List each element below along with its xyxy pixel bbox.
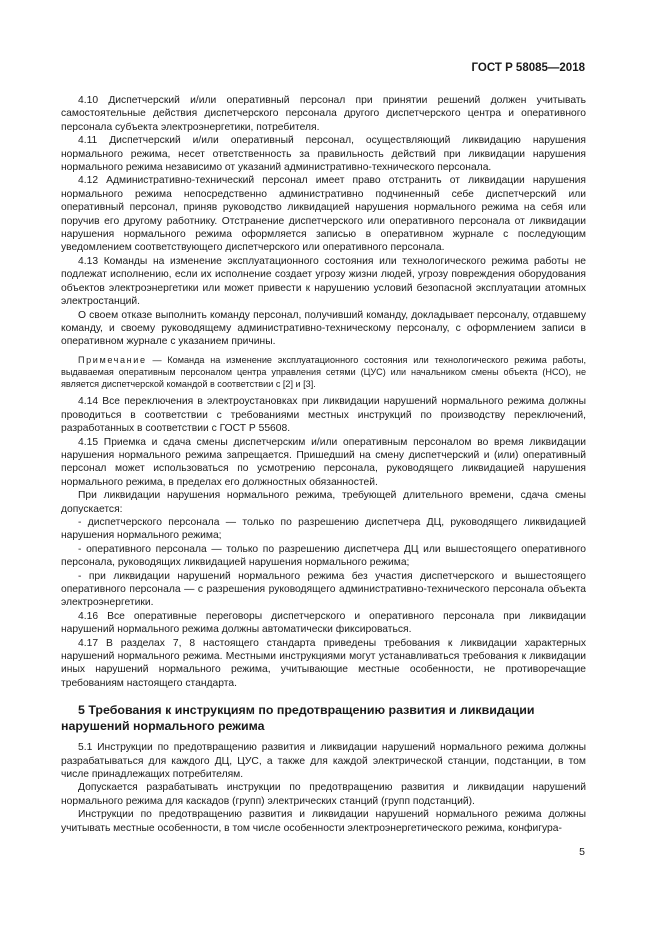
- paragraph-4-10: 4.10 Диспетчерский и/или оперативный персонал при принятии решений должен учитывать самостоятельные действия диспетчерского персонала другого диспетчерского центра и оперативного персонала субъекта электроэнергетики, потребителя.: [61, 95, 586, 133]
- paragraph-4-13-refusal: О своем отказе выполнить команду персонал, получивший команду, докладывает персоналу, отдавшему команду, и своему руководящему административно-техническому персоналу, с оформлением записи в оперативном журнале с указанием причины.: [61, 309, 586, 348]
- paragraph-4-16: 4.16 Все оперативные переговоры диспетчерского и оперативного персонала при ликвидации нарушений нормального режима должны автоматически фиксироваться.: [61, 610, 586, 636]
- document-header: ГОСТ Р 58085—2018: [471, 62, 585, 74]
- paragraph-4-11: 4.11 Диспетчерский и/или оперативный персонал, осуществляющий ликвидацию нарушения нормального режима, несет ответственность за правильность действий при ликвидации нарушения нормального режима независимо от указаний административно-технического персонала.: [61, 135, 586, 174]
- paragraph-4-12: 4.12 Административно-технический персонал имеет право отстранить от ликвидации нарушения нормального режима непосредственно административно подчиненный себе диспетчерский или оперативный персонал, приняв руководство ликвидацией нарушения нормального режима на себя или поручив его другому работнику. Отстранение диспетчерского или оперативного персонала от ликвидации нарушения нормального режима оформляется записью в оперативном журнале с последующим уведомлением соответствующего диспетчерского или оперативного персонала.: [61, 175, 586, 254]
- paragraph-5-1-local: Инструкции по предотвращению развития и ликвидации нарушений нормального режима должны учитывать местные особенности, в том числе особенности электроэнергетического режима, конфигура-: [61, 809, 586, 834]
- list-item-operational: - оперативного персонала — только по разрешению диспетчера ДЦ или вышестоящего оперативного персонала, руководящих ликвидацией нарушения нормального режима;: [61, 543, 586, 569]
- paragraph-4-15: 4.15 Приемка и сдача смены диспетчерским и/или оперативным персоналом во время ликвидации нарушения нормального режима запрещается. Пришедший на смену диспетчерский и (или) оперативный персонал может использоваться по усмотрению персонала, руководящего ликвидацией нарушения нормального режима, в пределах его должностных обязанностей.: [61, 436, 586, 488]
- section-5-title: 5 Требования к инструкциям по предотвращению развития и ликвидации нарушений нормального режима: [61, 703, 535, 733]
- paragraph-5-1: 5.1 Инструкции по предотвращению развития и ликвидации нарушений нормального режима должны разрабатываться для каждого ДЦ, ЦУС, а также для каждой электрической станции, подстанции, в том числе принадлежащих потребителям.: [61, 742, 586, 781]
- page-number: 5: [579, 846, 585, 858]
- list-item-no-dispatch: - при ликвидации нарушений нормального режима без участия диспетчерского и вышестоящего оперативного персонала — с разрешения руководящего административно-технического персонала объекта электроэнергетики.: [61, 570, 586, 609]
- note: [61, 354, 586, 391]
- paragraph-4-15-shift: При ликвидации нарушения нормального режима, требующей длительного времени, сдача смены допускается:: [61, 490, 586, 515]
- paragraph-4-14: 4.14 Все переключения в электроустановках при ликвидации нарушений нормального режима должны проводиться в соответствии с требованиями местных инструкций по производству переключений, разработанных в соответствии с ГОСТ Р 55608.: [61, 396, 586, 435]
- note-label: Примечание: [78, 354, 147, 365]
- paragraph-4-17: 4.17 В разделах 7, 8 настоящего стандарта приведены требования к ликвидации характерных нарушений нормального режима. Местными инструкциями могут устанавливаться требования к ликвидации иных нарушений нормального режима, учитывающие местные особенности, не противоречащие требованиям настоящего стандарта.: [61, 637, 586, 689]
- document-body: [61, 94, 586, 835]
- paragraph-5-1-cascades: Допускается разрабатывать инструкции по предотвращению развития и ликвидации нарушений нормального режима для каскадов (групп) электрических станций (групп подстанций).: [61, 782, 586, 807]
- list-item-dispatch: - диспетчерского персонала — только по разрешению диспетчера ДЦ, руководящего ликвидацией нарушения нормального режима;: [61, 516, 586, 542]
- paragraph-4-13: 4.13 Команды на изменение эксплуатационного состояния или технологического режима работы не подлежат исполнению, если их исполнение создает угрозу жизни людей, угрозу повреждения оборудования объектов электроэнергетики или может привести к нарушению условий безопасной эксплуатации атомных электростанций.: [61, 255, 586, 308]
- note-text: — Команда на изменение эксплуатационного состояния или технологического режима работы, выдаваемая оперативным персоналом центра управления сетями (ЦУС) или начальником смены объекта (НСО), не является диспетчерской командой в соответствии с [2] и [3].: [61, 354, 586, 390]
